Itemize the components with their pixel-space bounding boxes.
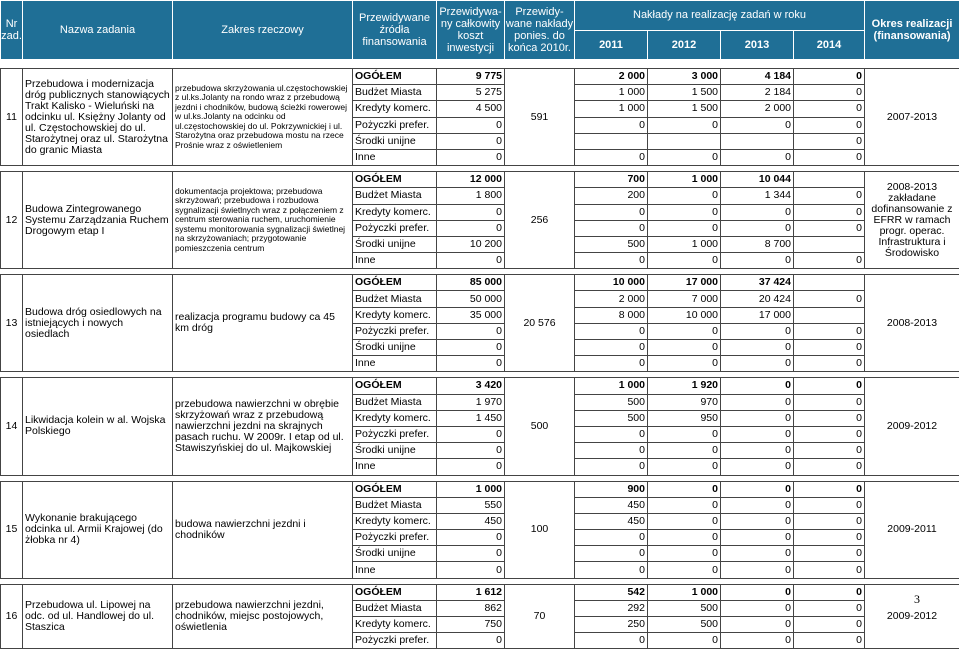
year-outlay-value: 2 000 <box>721 101 794 117</box>
year-outlay-value: 7 000 <box>648 291 721 307</box>
funding-source: Budżet Miasta <box>353 600 437 616</box>
year-outlay-value: 0 <box>721 443 794 459</box>
year-outlay-value: 0 <box>721 459 794 475</box>
year-outlay-value: 0 <box>794 133 865 149</box>
total-cost-value: 0 <box>437 459 505 475</box>
header-yearly-outlays: Nakłady na realizację zadań w roku <box>575 1 865 31</box>
year-outlay-value: 0 <box>794 410 865 426</box>
funding-source: OGÓŁEM <box>353 172 437 188</box>
year-outlay-value: 450 <box>575 497 648 513</box>
year-outlay-value: 37 424 <box>721 275 794 291</box>
year-outlay-value: 0 <box>794 394 865 410</box>
funding-source: Inne <box>353 356 437 372</box>
total-cost-value: 0 <box>437 220 505 236</box>
year-outlay-value: 0 <box>648 149 721 165</box>
funding-source: Środki unijne <box>353 546 437 562</box>
total-cost-value: 10 200 <box>437 236 505 252</box>
year-outlay-value: 2 184 <box>721 85 794 101</box>
year-outlay-value: 0 <box>648 562 721 578</box>
realization-period: 2008-2013 zakładane dofinansowanie z EFRR w ramach progr. operac. Infrastruktura i Środowisko <box>865 172 959 269</box>
year-outlay-value: 0 <box>648 323 721 339</box>
year-outlay-value: 0 <box>794 69 865 85</box>
task-scope: przebudowa skrzyżowania ul.częstochowskiej z ul.ks.Jolanty na rondo wraz z przebudową jezdni i chodników, budową ścieżki rowerowej w ul.ks.Jolanty na odcinku od ul.częstochowskiej do ul. Pokrzywnickiej i ul. Starożytna oraz przebudowa mostu na rzece Prośnie wraz z oświetleniem <box>173 69 353 166</box>
task-name: Wykonanie brakującego odcinka ul. Armii Krajowej (do żłobka nr 4) <box>23 481 173 578</box>
year-outlay-value: 4 184 <box>721 69 794 85</box>
total-cost-value: 0 <box>437 530 505 546</box>
table-header <box>0 0 959 60</box>
funding-source: Pożyczki prefer. <box>353 530 437 546</box>
year-outlay-value: 900 <box>575 481 648 497</box>
funding-source: OGÓŁEM <box>353 275 437 291</box>
table-row <box>1 584 959 600</box>
year-outlay-value: 0 <box>575 633 648 649</box>
header-task-name: Nazwa zadania <box>23 1 173 60</box>
year-outlay-value: 0 <box>648 481 721 497</box>
year-outlay-value: 0 <box>575 546 648 562</box>
funding-source: Pożyczki prefer. <box>353 633 437 649</box>
year-outlay-value: 0 <box>721 356 794 372</box>
year-outlay-value: 2 000 <box>575 69 648 85</box>
year-outlay-value: 0 <box>575 562 648 578</box>
funding-source: Pożyczki prefer. <box>353 220 437 236</box>
year-outlay-value: 200 <box>575 188 648 204</box>
realization-period: 2007-2013 <box>865 69 959 166</box>
year-outlay-value: 0 <box>794 600 865 616</box>
task-number: 15 <box>1 481 23 578</box>
funding-source: OGÓŁEM <box>353 69 437 85</box>
header-year-2014: 2014 <box>794 30 865 60</box>
header-year-2011: 2011 <box>575 30 648 60</box>
table-row <box>1 275 959 291</box>
total-cost-value: 9 775 <box>437 69 505 85</box>
year-outlay-value: 1 000 <box>648 236 721 252</box>
task-name: Budowa Zintegrowanego Systemu Zarządzania Ruchem Drogowym etap I <box>23 172 173 269</box>
year-outlay-value: 0 <box>794 323 865 339</box>
year-outlay-value: 0 <box>794 562 865 578</box>
year-outlay-value: 500 <box>648 617 721 633</box>
year-outlay-value: 0 <box>648 530 721 546</box>
total-cost-value: 0 <box>437 323 505 339</box>
total-cost-value: 862 <box>437 600 505 616</box>
year-outlay-value: 0 <box>575 204 648 220</box>
year-outlay-value: 0 <box>721 117 794 133</box>
total-cost-value: 0 <box>437 633 505 649</box>
header-scope: Zakres rzeczowy <box>173 1 353 60</box>
funding-source: Kredyty komerc. <box>353 101 437 117</box>
year-outlay-value: 0 <box>794 633 865 649</box>
task-scope: dokumentacja projektowa; przebudowa skrzyżowań; przebudowa i rozbudowa sygnalizacji świetlnych wraz z połączeniem z centrum sterowania ruchem, uruchomienie systemu monitorowania sygnalizacji świetlnej na skrzyżowaniach; przygotowanie pomieszczenia centrum <box>173 172 353 269</box>
year-outlay-value: 0 <box>648 546 721 562</box>
year-outlay-value: 0 <box>794 546 865 562</box>
realization-period: 2009-2011 <box>865 481 959 578</box>
year-outlay-value: 0 <box>648 497 721 513</box>
year-outlay-value: 0 <box>575 356 648 372</box>
year-outlay-value: 1 000 <box>648 584 721 600</box>
year-outlay-value: 0 <box>794 117 865 133</box>
year-outlay-value: 0 <box>721 546 794 562</box>
year-outlay-value: 0 <box>794 253 865 269</box>
year-outlay-value: 0 <box>648 253 721 269</box>
total-cost-value: 3 420 <box>437 378 505 394</box>
total-cost-value: 0 <box>437 356 505 372</box>
table-row <box>1 172 959 188</box>
task-number: 14 <box>1 378 23 475</box>
year-outlay-value: 8 000 <box>575 307 648 323</box>
investment-table <box>0 68 959 649</box>
year-outlay-value: 17 000 <box>648 275 721 291</box>
year-outlay-value: 0 <box>794 497 865 513</box>
year-outlay-value: 0 <box>794 340 865 356</box>
funding-source: Kredyty komerc. <box>353 617 437 633</box>
total-cost-value: 0 <box>437 426 505 442</box>
spent-to-2010-value: 100 <box>505 481 575 578</box>
total-cost-value: 35 000 <box>437 307 505 323</box>
year-outlay-value: 0 <box>721 378 794 394</box>
year-outlay-value: 0 <box>794 220 865 236</box>
funding-source: Budżet Miasta <box>353 85 437 101</box>
funding-source: OGÓŁEM <box>353 378 437 394</box>
year-outlay-value: 0 <box>575 340 648 356</box>
total-cost-value: 0 <box>437 562 505 578</box>
funding-source: Środki unijne <box>353 340 437 356</box>
year-outlay-value: 0 <box>648 340 721 356</box>
year-outlay-value: 500 <box>575 410 648 426</box>
year-outlay-value: 0 <box>794 291 865 307</box>
year-outlay-value: 0 <box>721 530 794 546</box>
spent-to-2010-value: 591 <box>505 69 575 166</box>
year-outlay-value: 500 <box>575 236 648 252</box>
year-outlay-value: 0 <box>721 633 794 649</box>
year-outlay-value <box>794 275 865 291</box>
total-cost-value: 0 <box>437 117 505 133</box>
funding-source: Pożyczki prefer. <box>353 117 437 133</box>
total-cost-value: 1 970 <box>437 394 505 410</box>
funding-source: Kredyty komerc. <box>353 513 437 529</box>
funding-source: Kredyty komerc. <box>353 204 437 220</box>
header-year-2013: 2013 <box>721 30 794 60</box>
year-outlay-value: 0 <box>648 117 721 133</box>
year-outlay-value: 0 <box>575 149 648 165</box>
year-outlay-value: 0 <box>648 443 721 459</box>
year-outlay-value: 0 <box>721 426 794 442</box>
year-outlay-value: 0 <box>794 101 865 117</box>
total-cost-value: 12 000 <box>437 172 505 188</box>
year-outlay-value: 250 <box>575 617 648 633</box>
total-cost-value: 0 <box>437 340 505 356</box>
year-outlay-value: 0 <box>721 220 794 236</box>
total-cost-value: 0 <box>437 546 505 562</box>
header-period: Okres realizacji (finansowania) <box>865 1 959 60</box>
funding-source: Kredyty komerc. <box>353 307 437 323</box>
total-cost-value: 1 000 <box>437 481 505 497</box>
funding-source: Środki unijne <box>353 443 437 459</box>
year-outlay-value: 20 424 <box>721 291 794 307</box>
year-outlay-value: 0 <box>648 426 721 442</box>
funding-source: Środki unijne <box>353 236 437 252</box>
year-outlay-value: 0 <box>575 459 648 475</box>
total-cost-value: 0 <box>437 253 505 269</box>
year-outlay-value: 3 000 <box>648 69 721 85</box>
year-outlay-value: 0 <box>575 323 648 339</box>
task-name: Przebudowa ul. Lipowej na odc. od ul. Handlowej do ul. Staszica <box>23 584 173 649</box>
header-funding-sources: Przewidywane źródła finansowania <box>353 1 437 60</box>
year-outlay-value: 10 044 <box>721 172 794 188</box>
year-outlay-value: 0 <box>648 220 721 236</box>
year-outlay-value: 0 <box>721 204 794 220</box>
year-outlay-value: 0 <box>794 188 865 204</box>
year-outlay-value: 0 <box>648 356 721 372</box>
header-nr: Nr zad. <box>1 1 23 60</box>
year-outlay-value: 0 <box>648 204 721 220</box>
spent-to-2010-value: 256 <box>505 172 575 269</box>
funding-source: Budżet Miasta <box>353 394 437 410</box>
year-outlay-value <box>794 172 865 188</box>
year-outlay-value: 2 000 <box>575 291 648 307</box>
realization-period: 2008-2013 <box>865 275 959 372</box>
year-outlay-value: 0 <box>721 584 794 600</box>
spent-to-2010-value: 20 576 <box>505 275 575 372</box>
total-cost-value: 0 <box>437 204 505 220</box>
total-cost-value: 5 275 <box>437 85 505 101</box>
total-cost-value: 0 <box>437 149 505 165</box>
year-outlay-value: 0 <box>575 220 648 236</box>
funding-source: Budżet Miasta <box>353 188 437 204</box>
total-cost-value: 1 450 <box>437 410 505 426</box>
year-outlay-value: 10 000 <box>648 307 721 323</box>
year-outlay-value <box>794 236 865 252</box>
table-row <box>1 69 959 85</box>
funding-source: Inne <box>353 253 437 269</box>
task-name: Likwidacja kolein w al. Wojska Polskiego <box>23 378 173 475</box>
table-row <box>1 481 959 497</box>
funding-source: Inne <box>353 562 437 578</box>
total-cost-value: 0 <box>437 443 505 459</box>
task-name: Budowa dróg osiedlowych na istniejących i nowych osiedlach <box>23 275 173 372</box>
funding-source: Inne <box>353 149 437 165</box>
header-spent-to-2010: Przewidy-wane nakłady ponies. do końca 2010r. <box>505 1 575 60</box>
funding-source: Budżet Miasta <box>353 291 437 307</box>
year-outlay-value: 0 <box>794 459 865 475</box>
spent-to-2010-value: 70 <box>505 584 575 649</box>
year-outlay-value: 0 <box>575 530 648 546</box>
total-cost-value: 550 <box>437 497 505 513</box>
total-cost-value: 750 <box>437 617 505 633</box>
total-cost-value: 1 612 <box>437 584 505 600</box>
year-outlay-value: 1 000 <box>648 172 721 188</box>
total-cost-value: 1 800 <box>437 188 505 204</box>
year-outlay-value: 950 <box>648 410 721 426</box>
table-row <box>1 378 959 394</box>
year-outlay-value: 970 <box>648 394 721 410</box>
year-outlay-value: 0 <box>794 513 865 529</box>
funding-source: OGÓŁEM <box>353 584 437 600</box>
year-outlay-value: 0 <box>721 617 794 633</box>
year-outlay-value: 1 000 <box>575 378 648 394</box>
task-scope: przebudowa nawierzchni w obrębie skrzyżowań wraz z przebudową nawierzchni jezdni na skrajnych pasach ruchu. W 2009r. I etap od ul. Stawiszyńskiej do ul. Majkowskiej <box>173 378 353 475</box>
total-cost-value: 50 000 <box>437 291 505 307</box>
task-scope: realizacja programu budowy ca 45 km dróg <box>173 275 353 372</box>
funding-source: Środki unijne <box>353 133 437 149</box>
header-year-2012: 2012 <box>648 30 721 60</box>
total-cost-value: 4 500 <box>437 101 505 117</box>
year-outlay-value: 1 344 <box>721 188 794 204</box>
year-outlay-value: 0 <box>794 426 865 442</box>
year-outlay-value: 0 <box>794 85 865 101</box>
year-outlay-value: 0 <box>794 481 865 497</box>
year-outlay-value: 0 <box>721 323 794 339</box>
year-outlay-value: 292 <box>575 600 648 616</box>
year-outlay-value: 8 700 <box>721 236 794 252</box>
year-outlay-value: 0 <box>794 378 865 394</box>
year-outlay-value: 0 <box>794 584 865 600</box>
task-number: 12 <box>1 172 23 269</box>
year-outlay-value: 542 <box>575 584 648 600</box>
year-outlay-value: 500 <box>648 600 721 616</box>
year-outlay-value <box>794 307 865 323</box>
year-outlay-value: 500 <box>575 394 648 410</box>
year-outlay-value: 0 <box>794 443 865 459</box>
year-outlay-value: 700 <box>575 172 648 188</box>
task-name: Przebudowa i modernizacja dróg publicznych stanowiących Trakt Kalisko - Wieluński na odcinku ul. Księżny Jolanty od ul. Częstochowskiej do ul. Starożytnej oraz ul. Starożytna do granic Miasta <box>23 69 173 166</box>
spent-to-2010-value: 500 <box>505 378 575 475</box>
year-outlay-value: 0 <box>721 513 794 529</box>
page-number: 3 <box>914 592 920 607</box>
header-total-cost: Przewidywa-ny całkowity koszt inwestycji <box>437 1 505 60</box>
realization-period: 2009-2012 <box>865 584 959 649</box>
year-outlay-value: 0 <box>721 340 794 356</box>
task-number: 11 <box>1 69 23 166</box>
year-outlay-value: 0 <box>721 394 794 410</box>
year-outlay-value: 1 500 <box>648 101 721 117</box>
year-outlay-value: 0 <box>721 481 794 497</box>
total-cost-value: 450 <box>437 513 505 529</box>
year-outlay-value: 0 <box>575 253 648 269</box>
year-outlay-value: 1 000 <box>575 85 648 101</box>
year-outlay-value: 0 <box>721 600 794 616</box>
funding-source: Budżet Miasta <box>353 497 437 513</box>
year-outlay-value: 0 <box>794 356 865 372</box>
realization-period: 2009-2012 <box>865 378 959 475</box>
year-outlay-value <box>575 133 648 149</box>
year-outlay-value <box>648 133 721 149</box>
year-outlay-value: 1 920 <box>648 378 721 394</box>
year-outlay-value: 0 <box>648 188 721 204</box>
year-outlay-value: 0 <box>794 204 865 220</box>
year-outlay-value: 0 <box>721 253 794 269</box>
year-outlay-value: 0 <box>794 617 865 633</box>
total-cost-value: 0 <box>437 133 505 149</box>
task-scope: przebudowa nawierzchni jezdni, chodników, miejsc postojowych, oświetlenia <box>173 584 353 649</box>
year-outlay-value: 1 500 <box>648 85 721 101</box>
year-outlay-value: 10 000 <box>575 275 648 291</box>
year-outlay-value: 0 <box>575 426 648 442</box>
funding-source: Pożyczki prefer. <box>353 323 437 339</box>
year-outlay-value: 0 <box>721 562 794 578</box>
year-outlay-value <box>721 133 794 149</box>
funding-source: OGÓŁEM <box>353 481 437 497</box>
task-number: 16 <box>1 584 23 649</box>
year-outlay-value: 450 <box>575 513 648 529</box>
funding-source: Inne <box>353 459 437 475</box>
funding-source: Kredyty komerc. <box>353 410 437 426</box>
year-outlay-value: 0 <box>721 149 794 165</box>
funding-source: Pożyczki prefer. <box>353 426 437 442</box>
task-number: 13 <box>1 275 23 372</box>
year-outlay-value: 1 000 <box>575 101 648 117</box>
total-cost-value: 85 000 <box>437 275 505 291</box>
year-outlay-value: 0 <box>721 497 794 513</box>
year-outlay-value: 0 <box>648 633 721 649</box>
year-outlay-value: 0 <box>575 117 648 133</box>
task-scope: budowa nawierzchni jezdni i chodników <box>173 481 353 578</box>
year-outlay-value: 0 <box>794 530 865 546</box>
year-outlay-value: 0 <box>648 459 721 475</box>
year-outlay-value: 0 <box>794 149 865 165</box>
year-outlay-value: 0 <box>721 410 794 426</box>
year-outlay-value: 17 000 <box>721 307 794 323</box>
year-outlay-value: 0 <box>575 443 648 459</box>
year-outlay-value: 0 <box>648 513 721 529</box>
